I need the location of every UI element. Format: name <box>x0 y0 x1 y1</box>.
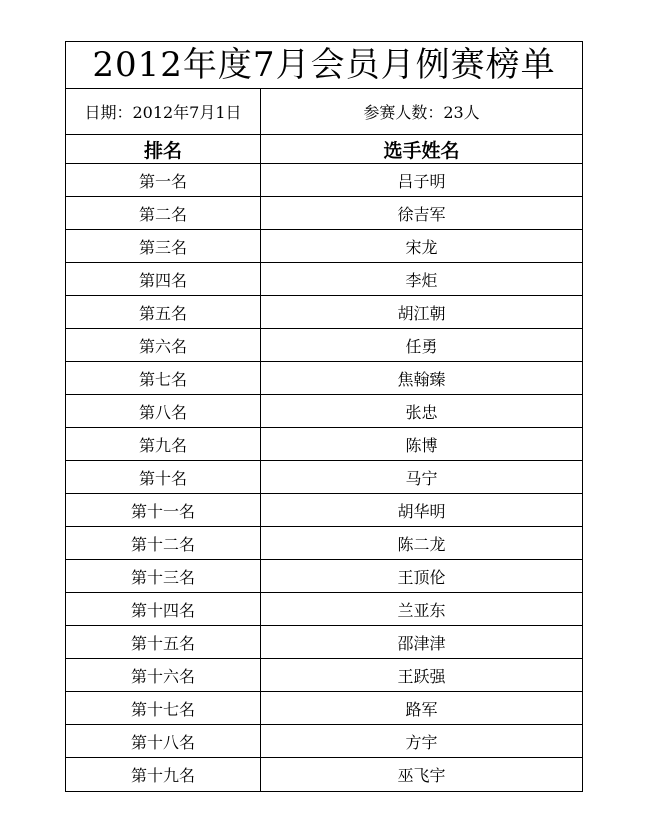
rank-cell: 第九名 <box>66 428 261 460</box>
table-row <box>66 296 582 329</box>
participant-count: 参赛人数：23人 <box>363 103 480 122</box>
table-header <box>66 135 582 164</box>
rank-cell: 第三名 <box>66 230 261 262</box>
table-row <box>66 626 582 659</box>
player-name-cell: 邵津津 <box>397 633 446 653</box>
rank-cell: 第十五名 <box>66 626 261 658</box>
rank-cell: 第十七名 <box>66 692 261 724</box>
table-row <box>66 197 582 230</box>
rank-cell: 第十九名 <box>66 758 261 791</box>
rank-cell: 第十二名 <box>66 527 261 559</box>
table-row <box>66 164 582 197</box>
rank-cell: 第十四名 <box>66 593 261 625</box>
player-name-cell: 马宁 <box>405 468 438 488</box>
table-row <box>66 593 582 626</box>
table-row <box>66 263 582 296</box>
player-name-cell: 兰亚东 <box>397 600 446 620</box>
player-name-cell: 王跃强 <box>397 666 446 686</box>
table-row <box>66 659 582 692</box>
player-name-cell: 陈博 <box>405 435 438 455</box>
rank-cell: 第五名 <box>66 296 261 328</box>
table-row <box>66 428 582 461</box>
player-name-cell: 吕子明 <box>397 171 446 191</box>
table-row <box>66 329 582 362</box>
rank-cell: 第六名 <box>66 329 261 361</box>
table-row <box>66 230 582 263</box>
table-row <box>66 362 582 395</box>
player-name-cell: 王顶伦 <box>397 567 446 587</box>
page-title: 2012年度7月会员月例赛榜单 <box>66 42 582 89</box>
info-row <box>66 89 582 135</box>
player-name-cell: 任勇 <box>405 336 438 356</box>
player-name-cell: 胡华明 <box>397 501 446 521</box>
rank-cell: 第二名 <box>66 197 261 229</box>
rank-cell: 第八名 <box>66 395 261 427</box>
player-name-cell: 巫飞宇 <box>397 766 446 785</box>
table-row <box>66 560 582 593</box>
player-name-cell: 焦翰臻 <box>397 369 446 389</box>
table-row <box>66 725 582 758</box>
player-name-cell: 路军 <box>405 699 438 719</box>
table-row <box>66 494 582 527</box>
table-row <box>66 692 582 725</box>
rank-cell: 第十六名 <box>66 659 261 691</box>
rank-cell: 第十八名 <box>66 725 261 757</box>
rank-cell: 第十三名 <box>66 560 261 592</box>
header-player-name: 选手姓名 <box>383 139 460 162</box>
player-name-cell: 胡江朝 <box>397 303 446 323</box>
ranking-table <box>65 41 583 792</box>
rank-cell: 第十名 <box>66 461 261 493</box>
table-row <box>66 527 582 560</box>
table-row <box>66 758 582 791</box>
player-name-cell: 陈二龙 <box>397 534 446 554</box>
header-rank: 排名 <box>66 135 261 163</box>
table-row <box>66 461 582 494</box>
player-name-cell: 徐吉军 <box>397 204 446 224</box>
rank-cell: 第四名 <box>66 263 261 295</box>
player-name-cell: 李炬 <box>405 270 438 290</box>
rank-cell: 第一名 <box>66 164 261 196</box>
player-name-cell: 张忠 <box>405 402 438 422</box>
date-label: 日期：2012年7月1日 <box>66 89 261 134</box>
table-row <box>66 395 582 428</box>
player-name-cell: 宋龙 <box>405 237 438 257</box>
player-name-cell: 方宇 <box>405 732 438 752</box>
rank-cell: 第七名 <box>66 362 261 394</box>
rank-cell: 第十一名 <box>66 494 261 526</box>
table-body <box>66 164 582 791</box>
